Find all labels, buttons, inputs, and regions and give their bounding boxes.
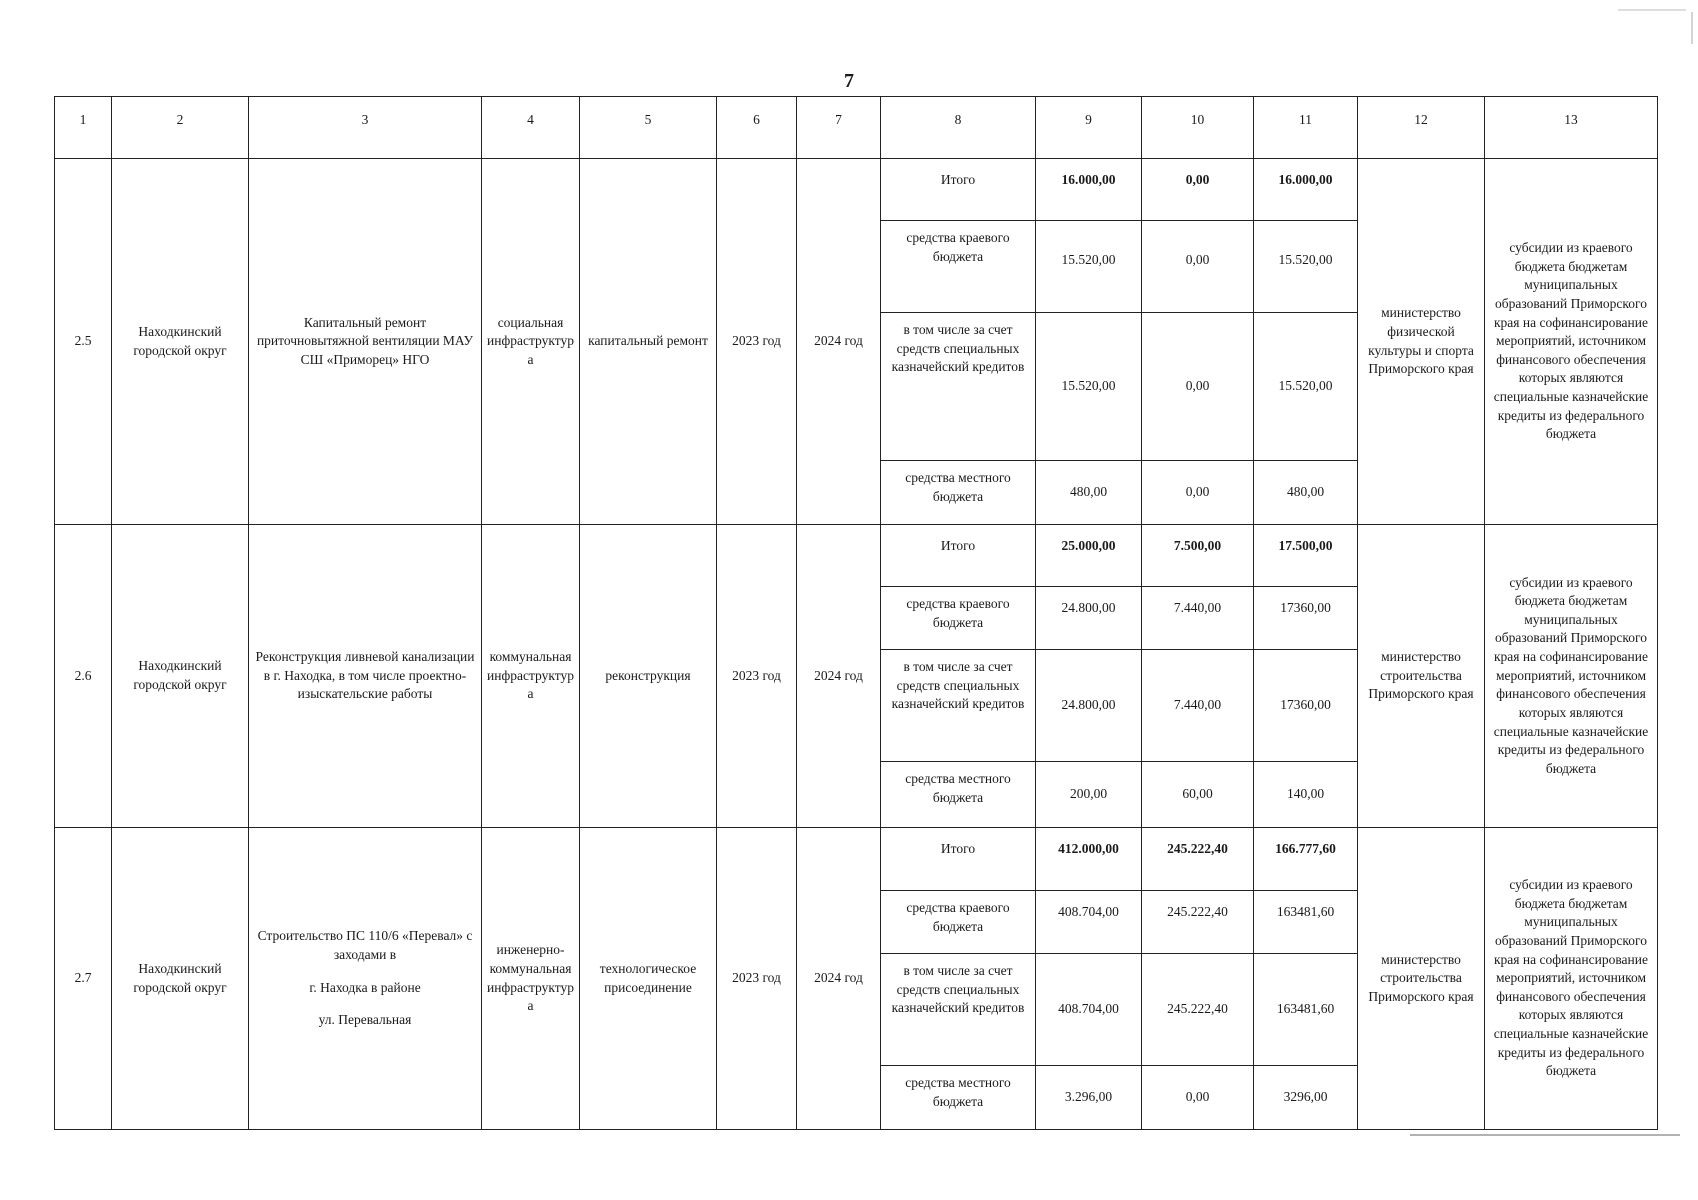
municipality-cell: Находкинский городской округ: [112, 525, 249, 828]
budget-table: [54, 96, 1658, 1130]
amount-total: 412.000,00: [1036, 828, 1142, 891]
municipality-cell: Находкинский городской округ: [112, 828, 249, 1130]
ministry-cell: министерство физической культуры и спорта Приморского края: [1358, 159, 1485, 525]
amount-col10: 0,00: [1142, 221, 1254, 313]
amount-total: 24.800,00: [1036, 650, 1142, 762]
amount-total: 408.704,00: [1036, 954, 1142, 1066]
table-row: [55, 828, 1658, 891]
column-header: 8: [881, 97, 1036, 159]
amount-col11: 16.000,00: [1254, 159, 1358, 221]
amount-total: 3.296,00: [1036, 1066, 1142, 1130]
object-line: Строительство ПС 110/6 «Перевал» с заходами в: [257, 928, 473, 962]
amount-col11: 17360,00: [1254, 587, 1358, 650]
amount-col10: 245.222,40: [1142, 891, 1254, 954]
column-header: 13: [1485, 97, 1658, 159]
amount-col11: 163481,60: [1254, 891, 1358, 954]
end-year-cell: 2024 год: [797, 159, 881, 525]
ministry-cell: министерство строительства Приморского края: [1358, 828, 1485, 1130]
scan-mark: [1578, 0, 1698, 50]
amount-total: 408.704,00: [1036, 891, 1142, 954]
finance-label: в том числе за счет средств специальных казначейский кредитов: [881, 313, 1036, 461]
amount-col10: 7.500,00: [1142, 525, 1254, 587]
ministry-cell: министерство строительства Приморского края: [1358, 525, 1485, 828]
finance-label: Итого: [881, 525, 1036, 587]
end-year-cell: 2024 год: [797, 525, 881, 828]
finance-label: средства местного бюджета: [881, 461, 1036, 525]
finance-label: Итого: [881, 159, 1036, 221]
finance-label: средства местного бюджета: [881, 762, 1036, 828]
amount-col11: 17360,00: [1254, 650, 1358, 762]
column-header: 6: [717, 97, 797, 159]
amount-col11: 163481,60: [1254, 954, 1358, 1066]
amount-col11: 15.520,00: [1254, 313, 1358, 461]
column-header: 7: [797, 97, 881, 159]
row-number: 2.6: [55, 525, 112, 828]
end-year-cell: 2024 год: [797, 828, 881, 1130]
table-row: [55, 159, 1658, 221]
amount-total: 15.520,00: [1036, 221, 1142, 313]
start-year-cell: 2023 год: [717, 525, 797, 828]
start-year-cell: 2023 год: [717, 828, 797, 1130]
sphere-cell: инженерно-коммунальная инфраструктура: [482, 828, 580, 1130]
page-number: 7: [844, 70, 854, 92]
column-header: 12: [1358, 97, 1485, 159]
header-row: [55, 97, 1658, 159]
amount-col10: 245.222,40: [1142, 954, 1254, 1066]
amount-total: 15.520,00: [1036, 313, 1142, 461]
amount-col11: 15.520,00: [1254, 221, 1358, 313]
work-type-cell: технологическое присоединение: [580, 828, 717, 1130]
finance-label: Итого: [881, 828, 1036, 891]
row-number: 2.5: [55, 159, 112, 525]
amount-total: 16.000,00: [1036, 159, 1142, 221]
amount-total: 480,00: [1036, 461, 1142, 525]
scan-underline: [1410, 1133, 1680, 1137]
column-header: 2: [112, 97, 249, 159]
amount-col10: 0,00: [1142, 159, 1254, 221]
amount-col10: 0,00: [1142, 1066, 1254, 1130]
amount-total: 200,00: [1036, 762, 1142, 828]
column-header: 1: [55, 97, 112, 159]
row-number: 2.7: [55, 828, 112, 1130]
amount-col11: 3296,00: [1254, 1066, 1358, 1130]
amount-col10: 7.440,00: [1142, 650, 1254, 762]
amount-col10: 7.440,00: [1142, 587, 1254, 650]
note-cell: субсидии из краевого бюджета бюджетам муниципальных образований Приморского края на софинансирование мероприятий, источником финансового обеспечения которых являются специальные казначейские кредиты из федерального бюджета: [1485, 525, 1658, 828]
work-type-cell: капитальный ремонт: [580, 159, 717, 525]
amount-col11: 17.500,00: [1254, 525, 1358, 587]
sphere-cell: коммунальная инфраструктура: [482, 525, 580, 828]
column-header: 11: [1254, 97, 1358, 159]
amount-col11: 140,00: [1254, 762, 1358, 828]
amount-col10: 245.222,40: [1142, 828, 1254, 891]
amount-col10: 0,00: [1142, 461, 1254, 525]
column-header: 5: [580, 97, 717, 159]
finance-label: средства краевого бюджета: [881, 587, 1036, 650]
amount-col11: 480,00: [1254, 461, 1358, 525]
amount-total: 25.000,00: [1036, 525, 1142, 587]
finance-label: средства местного бюджета: [881, 1066, 1036, 1130]
municipality-cell: Находкинский городской округ: [112, 159, 249, 525]
column-header: 10: [1142, 97, 1254, 159]
work-type-cell: реконструкция: [580, 525, 717, 828]
table-row: [55, 525, 1658, 587]
object-line: ул. Перевальная: [318, 1012, 412, 1028]
amount-total: 24.800,00: [1036, 587, 1142, 650]
object-cell: Реконструкция ливневой канализации в г. Находка, в том числе проектно-изыскательские работы: [249, 525, 482, 828]
amount-col10: 0,00: [1142, 313, 1254, 461]
object-line: г. Находка в районе: [309, 979, 421, 995]
sphere-cell: социальная инфраструктура: [482, 159, 580, 525]
column-header: 4: [482, 97, 580, 159]
object-cell: [249, 828, 482, 1130]
note-cell: субсидии из краевого бюджета бюджетам муниципальных образований Приморского края на софинансирование мероприятий, источником финансового обеспечения которых являются специальные казначейские кредиты из федерального бюджета: [1485, 828, 1658, 1130]
finance-label: средства краевого бюджета: [881, 221, 1036, 313]
object-cell: Капитальный ремонт приточновытяжной вентиляции МАУ СШ «Приморец» НГО: [249, 159, 482, 525]
note-cell: субсидии из краевого бюджета бюджетам муниципальных образований Приморского края на софинансирование мероприятий, источником финансового обеспечения которых являются специальные казначейские кредиты из федерального бюджета: [1485, 159, 1658, 525]
amount-col10: 60,00: [1142, 762, 1254, 828]
amount-col11: 166.777,60: [1254, 828, 1358, 891]
start-year-cell: 2023 год: [717, 159, 797, 525]
finance-label: средства краевого бюджета: [881, 891, 1036, 954]
column-header: 3: [249, 97, 482, 159]
finance-label: в том числе за счет средств специальных казначейский кредитов: [881, 650, 1036, 762]
column-header: 9: [1036, 97, 1142, 159]
finance-label: в том числе за счет средств специальных казначейский кредитов: [881, 954, 1036, 1066]
